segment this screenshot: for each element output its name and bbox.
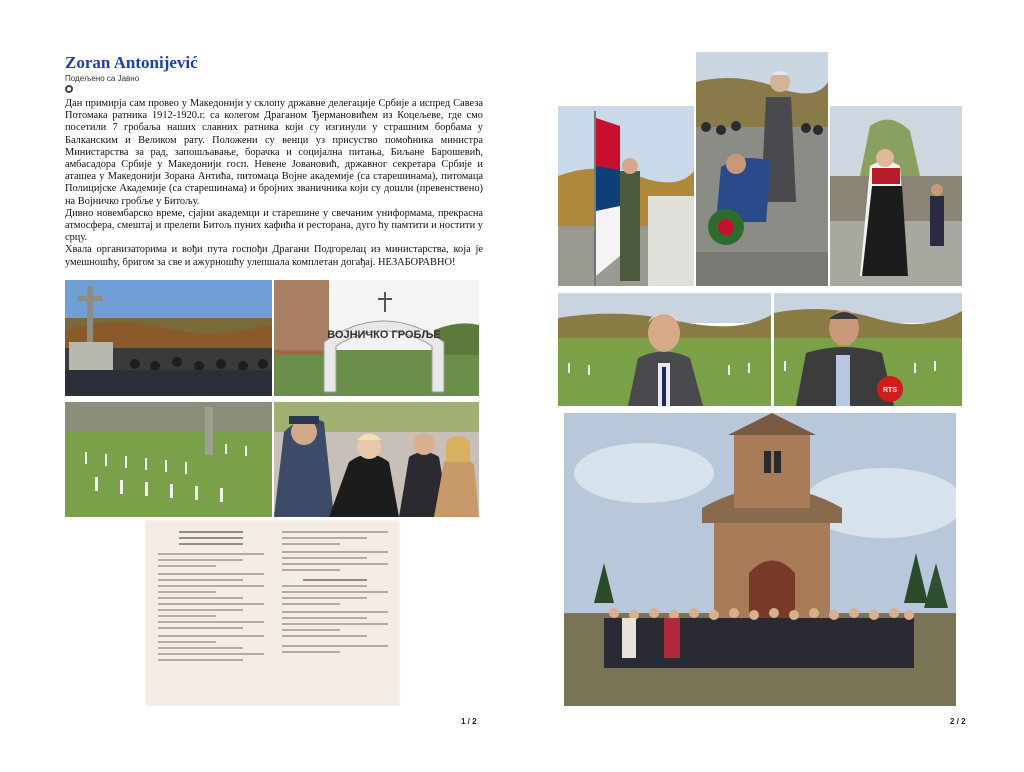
post-author[interactable]: Zoran Antonijević	[65, 53, 198, 72]
page-number: 1 / 2	[461, 717, 477, 726]
photo-wreath-laying	[696, 52, 828, 286]
photo-interview-man-1	[558, 293, 771, 406]
photo-flag-guard	[558, 106, 694, 286]
globe-icon	[65, 85, 73, 93]
document-column-right	[282, 531, 388, 657]
photo-memorial-cross	[65, 280, 272, 396]
photo-folk-costume	[830, 106, 962, 286]
photo-cemetery-arch	[274, 280, 479, 396]
photo-cemetery-crosses	[65, 402, 272, 517]
post-body	[65, 98, 483, 269]
photo-church-group	[564, 413, 956, 706]
photo-delegation	[274, 402, 479, 517]
photo-interview-man-2	[774, 293, 962, 406]
arch-inscription: ВОЈНИЧКО ГРОБЉЕ	[327, 329, 441, 341]
post-paragraph: Дивно новембарско време, сјајни академци и старешине у свечаним униформама, прекрасна атмосфера, смештај и прелепи Битољ пуних кафића и ресторана, дуго ћу памтити и ностити у срцу.	[65, 207, 483, 244]
page-2	[512, 0, 1024, 772]
microphone-logo: RTS	[883, 387, 897, 394]
page-number: 2 / 2	[950, 717, 966, 726]
post-visibility: Подељено са Јавно	[65, 74, 140, 83]
post-paragraph: Хвала организаторима и вођи пута госпођи Драгани Подгорелац из министарства, која је умешношћу, бригом за све и ажурношћу улепшала комплетан догађај. НЕЗАБОРАВНО!	[65, 244, 483, 268]
post-paragraph: Дан примирја сам провео у Македонији у склопу државне делегације Србије а испред Савеза Потомака ратника 1912-1920.г. са колегом Драганом Ђермановићем из Коцељеве, где смо посетили 7 гробаља наших славних ратника који су изгинули у страшним борбама у Балканским и Великом рату. Положени су венци уз присуство помоћника министра Министарства за рад, запошљавање, борачка и социјална питања, Биљане Барошевић, амбасадора Србије у Македонији госп. Невене Јовановић, државног секретара Србије и аташеа у Македонији Зорана Антића, питомаца Војне академије (са старешинама), питомаца Полицијске Академије (са старешинама) и бројних званичника који су дошли (превенствено) на Војничко гробље у Битољу.	[65, 98, 483, 207]
program-document-scan	[146, 521, 399, 705]
document-column-left	[158, 531, 264, 665]
